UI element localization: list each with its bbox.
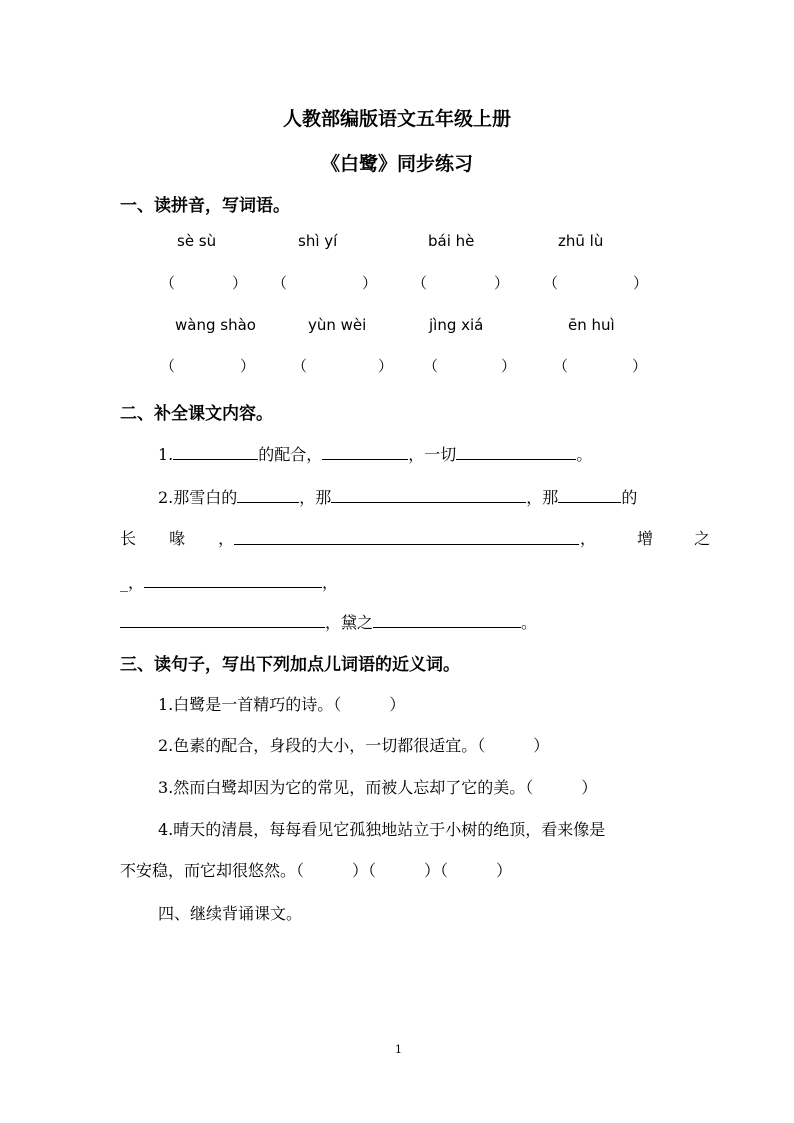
answer-paren-4-open: （ <box>543 274 559 292</box>
q2-blank-5[interactable] <box>144 569 322 588</box>
q2-blank-1[interactable] <box>237 484 299 503</box>
q2-line2-start: 长 喙 ， <box>120 529 249 548</box>
section2-heading: 二、补全课文内容。 <box>120 404 273 424</box>
answer-paren-8-close: ） <box>632 357 648 375</box>
q2-blank-3[interactable] <box>558 484 621 503</box>
answer-paren-5-open: （ <box>160 357 176 375</box>
answer-paren-4-close: ） <box>633 274 649 292</box>
pinyin-6: yùn wèi <box>308 316 367 334</box>
section4-text: 四、继续背诵课文。 <box>158 904 303 923</box>
answer-paren-8-open: （ <box>553 357 569 375</box>
pinyin-2: shì yí <box>298 232 338 250</box>
sentence-4-line1: 4.晴天的清晨，每每看见它孤独地站立于小树的绝顶，看来像是 <box>158 820 606 839</box>
answer-paren-2-close: ） <box>362 274 378 292</box>
section1-heading: 一、读拼音，写词语。 <box>120 196 290 216</box>
q1-end: 。 <box>576 445 593 464</box>
q2-text-a: ，那 <box>299 488 332 507</box>
page-number: 1 <box>395 1043 402 1056</box>
pinyin-3: bái hè <box>428 232 475 250</box>
answer-paren-1-open: （ <box>160 274 176 292</box>
pinyin-7: jìng xiá <box>429 316 484 334</box>
document-title: 人教部编版语文五年级上册 <box>282 108 511 130</box>
answer-paren-2-open: （ <box>272 274 288 292</box>
fill-blank-q2-line1 <box>158 484 637 508</box>
q2-prefix: 2.那雪白的 <box>158 488 238 507</box>
answer-paren-6-open: （ <box>292 357 308 375</box>
fill-blank-q2-line4 <box>120 609 537 633</box>
pinyin-4: zhū lù <box>558 232 604 250</box>
q2-line3-start: _， <box>120 573 145 592</box>
q2-line3-end: ， <box>322 573 339 592</box>
answer-paren-7-close: ） <box>501 357 517 375</box>
sentence-2: 2.色素的配合，身段的大小，一切都很适宜。（ ） <box>158 736 550 755</box>
q2-blank-6[interactable] <box>120 609 325 628</box>
sentence-3: 3.然而白鹭却因为它的常见，而被人忘却了它的美。（ ） <box>158 778 598 797</box>
answer-paren-1-close: ） <box>232 274 248 292</box>
q2-line4-mid: ，黛之 <box>325 613 374 632</box>
q2-blank-2[interactable] <box>331 484 526 503</box>
fill-blank-q2-line3 <box>120 569 338 593</box>
q1-blank-2[interactable] <box>322 441 408 460</box>
q2-text-b: ，那 <box>526 488 559 507</box>
q2-blank-7[interactable] <box>373 609 521 628</box>
fill-blank-q1 <box>158 441 592 465</box>
document-subtitle: 《白鹭》同步练习 <box>320 153 473 175</box>
q1-blank-3[interactable] <box>456 441 576 460</box>
sentence-1: 1.白鹭是一首精巧的诗。（ ） <box>158 695 406 714</box>
pinyin-5: wàng shào <box>175 316 256 334</box>
answer-paren-3-open: （ <box>412 274 428 292</box>
pinyin-8: ēn huì <box>568 316 615 334</box>
sentence-4-line2: 不安稳，而它却很悠然。（ ）（ ）（ ） <box>120 861 513 880</box>
answer-paren-5-close: ） <box>240 357 256 375</box>
q2-line4-end: 。 <box>521 613 538 632</box>
pinyin-1: sè sù <box>177 232 217 250</box>
q1-text-a: 的配合， <box>258 445 323 464</box>
answer-paren-3-close: ） <box>494 274 510 292</box>
answer-paren-7-open: （ <box>423 357 439 375</box>
section3-heading: 三、读句子，写出下列加点儿词语的近义词。 <box>120 655 460 675</box>
q1-number: 1. <box>158 445 174 464</box>
q2-line2-end: ， 增 之 <box>580 529 729 548</box>
answer-paren-6-close: ） <box>378 357 394 375</box>
q1-text-b: ，一切 <box>408 445 457 464</box>
q1-blank-1[interactable] <box>173 441 258 460</box>
q2-text-c: 的 <box>621 488 638 507</box>
q2-blank-4[interactable] <box>234 526 579 545</box>
